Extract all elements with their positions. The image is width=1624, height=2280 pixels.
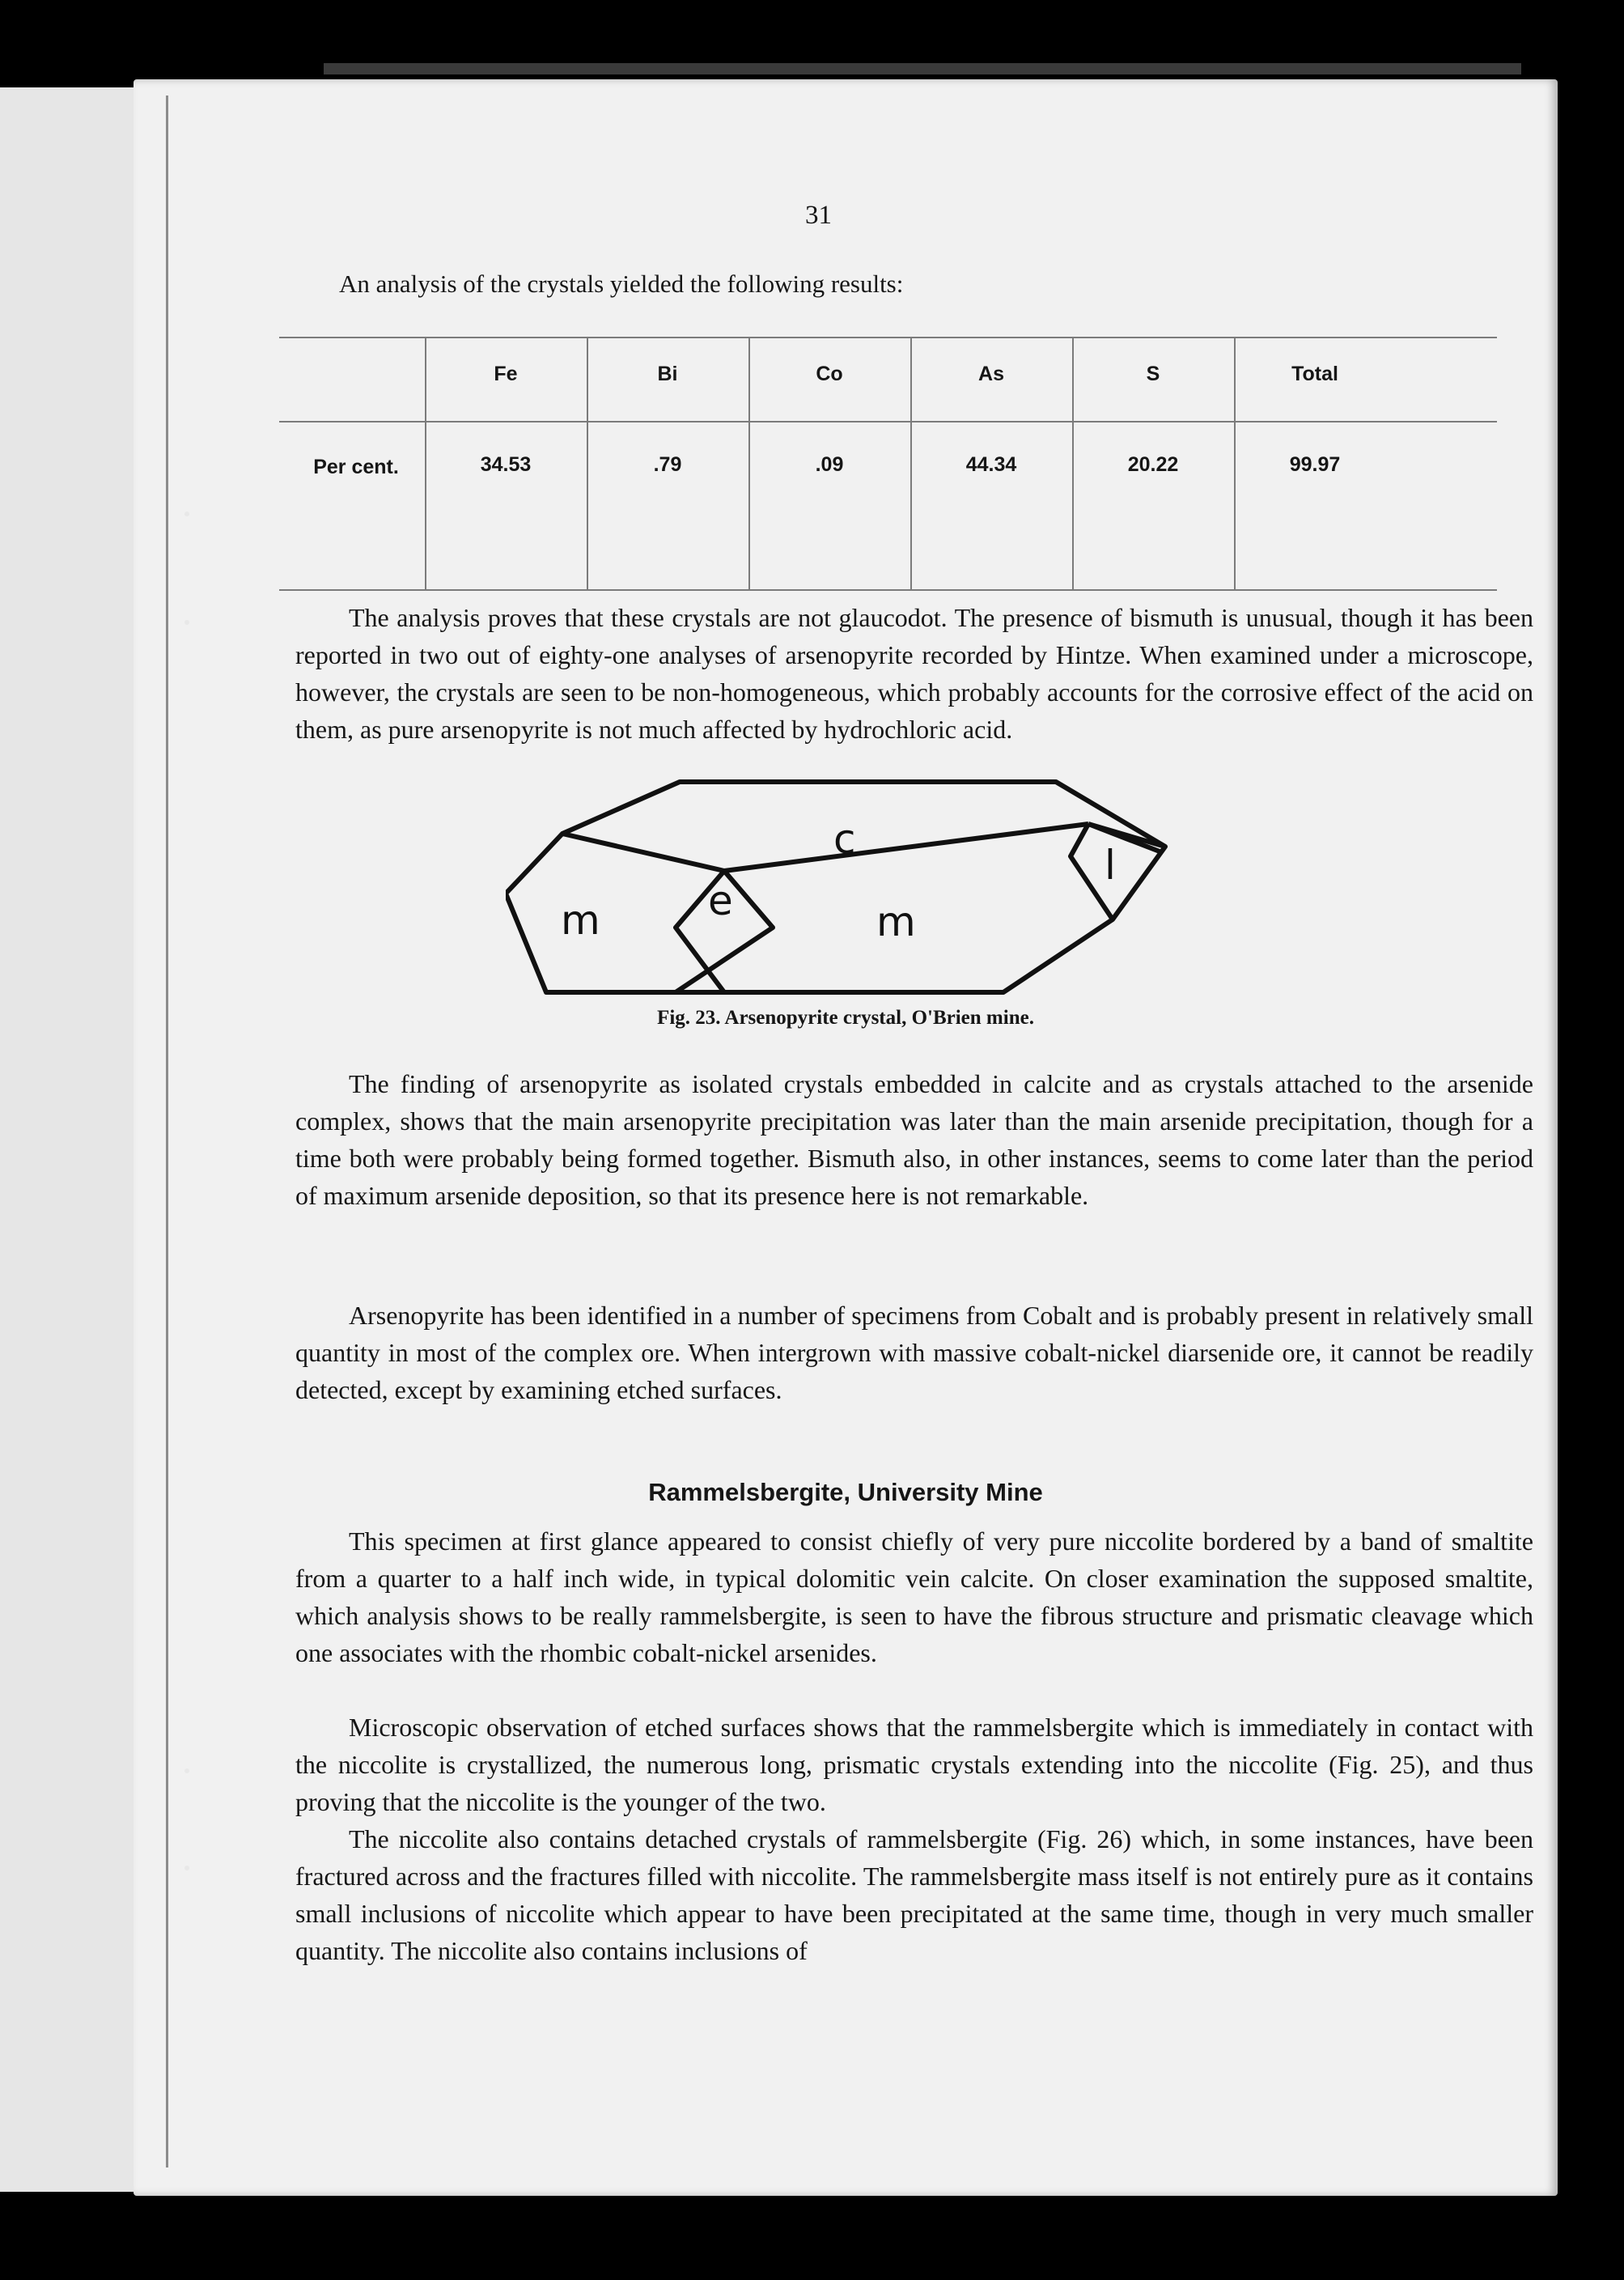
crystal-diagram xyxy=(506,774,1194,1017)
punch-mark xyxy=(184,620,189,625)
table-cell: 20.22 xyxy=(1127,453,1179,476)
column-header: Bi xyxy=(657,363,678,385)
header-rule xyxy=(279,421,1497,422)
column-header: Total xyxy=(1291,363,1338,385)
table-cell: 34.53 xyxy=(480,453,532,476)
section-heading: Rammelsbergite, University Mine xyxy=(648,1478,1043,1506)
column-header: Fe xyxy=(494,363,518,385)
page-number: 31 xyxy=(805,201,832,230)
paragraph: The analysis proves that these crystals are not glaucodot. The presence of bismuth is unusual, though it has been reported in two out of eighty-one analyses of arsenopyrite recorded by Hintze. When examined under a microscope, however, the crystals are seen to be non-homogeneous, which probably accounts for the corrosive effect of the acid on them, as pure arsenopyrite is not much affected by hydrochloric acid. xyxy=(295,603,1533,744)
column-header: Co xyxy=(816,363,843,385)
column-header: S xyxy=(1146,363,1160,385)
punch-mark xyxy=(184,1768,189,1773)
paragraph: The finding of arsenopyrite as isolated crystals embedded in calcite and as crystals attached to the arsenide complex, shows that the main arsenopyrite precipitation was later than the main arsenide precipitation, though for a time both were probably being formed together. Bismuth also, in other instances, seems to come later than the period of maximum arsenide deposition, so that its presence here is not remarkable. xyxy=(295,1069,1533,1210)
paragraph: This specimen at first glance appeared to consist chiefly of very pure niccolite bordered by a band of smaltite from a quarter to a half inch wide, in typical dolomitic vein calcite. On closer examination the supposed smaltite, which analysis shows to be really rammelsbergite, is seen to have the fibrous structure and prismatic cleavage which one associates with the rhombic cobalt-nickel arsenides. xyxy=(295,1526,1533,1667)
crystal-edge xyxy=(562,824,1088,871)
punch-mark xyxy=(184,512,189,516)
paragraph: Microscopic observation of etched surfaces shows that the rammelsbergite which is immediately in contact with the niccolite is crystallized, the numerous long, prismatic crystals extending into the niccolite (Fig. 25), and thus proving that the niccolite is the younger of the two. xyxy=(295,1713,1533,1816)
film-edge xyxy=(324,63,1521,74)
figure-caption: Fig. 23. Arsenopyrite crystal, O'Brien mine. xyxy=(657,1007,1034,1029)
table-cell: .09 xyxy=(815,453,844,476)
facing-page-edge xyxy=(0,87,145,2192)
face-label-l: l xyxy=(1105,842,1116,889)
crystal-outline xyxy=(506,782,1165,992)
table-intro: An analysis of the crystals yielded the following results: xyxy=(339,270,904,298)
row-label: Per cent. xyxy=(313,456,399,478)
face-label-e: e xyxy=(708,877,733,924)
punch-mark xyxy=(184,1866,189,1870)
document-page xyxy=(134,79,1558,2196)
table-cell: 44.34 xyxy=(965,453,1017,476)
paragraph: Arsenopyrite has been identified in a number of specimens from Cobalt and is probably present in relatively small quantity in most of the complex ore. When intergrown with massive cobalt-nickel diarsenide ore, it cannot be readily detected, except by examining etched surfaces. xyxy=(295,1301,1533,1404)
paragraph: The niccolite also contains detached crystals of rammelsbergite (Fig. 26) which, in some instances, have been fractured across and the fractures filled with niccolite. The rammelsbergite mass itself is not entirely pure as it contains small inclusions of niccolite which appear to have been precipitated at the same time, though in very much smaller quantity. The niccolite also contains inclusions of xyxy=(295,1824,1533,1965)
face-label-m: m xyxy=(561,897,600,944)
binding-line xyxy=(166,96,168,2167)
analysis-table xyxy=(279,337,1497,591)
table-cell: 99.97 xyxy=(1289,453,1341,476)
table-cell: .79 xyxy=(653,453,682,476)
face-label-m: m xyxy=(876,898,916,945)
face-label-c: c xyxy=(833,816,856,863)
column-header: As xyxy=(978,363,1004,385)
